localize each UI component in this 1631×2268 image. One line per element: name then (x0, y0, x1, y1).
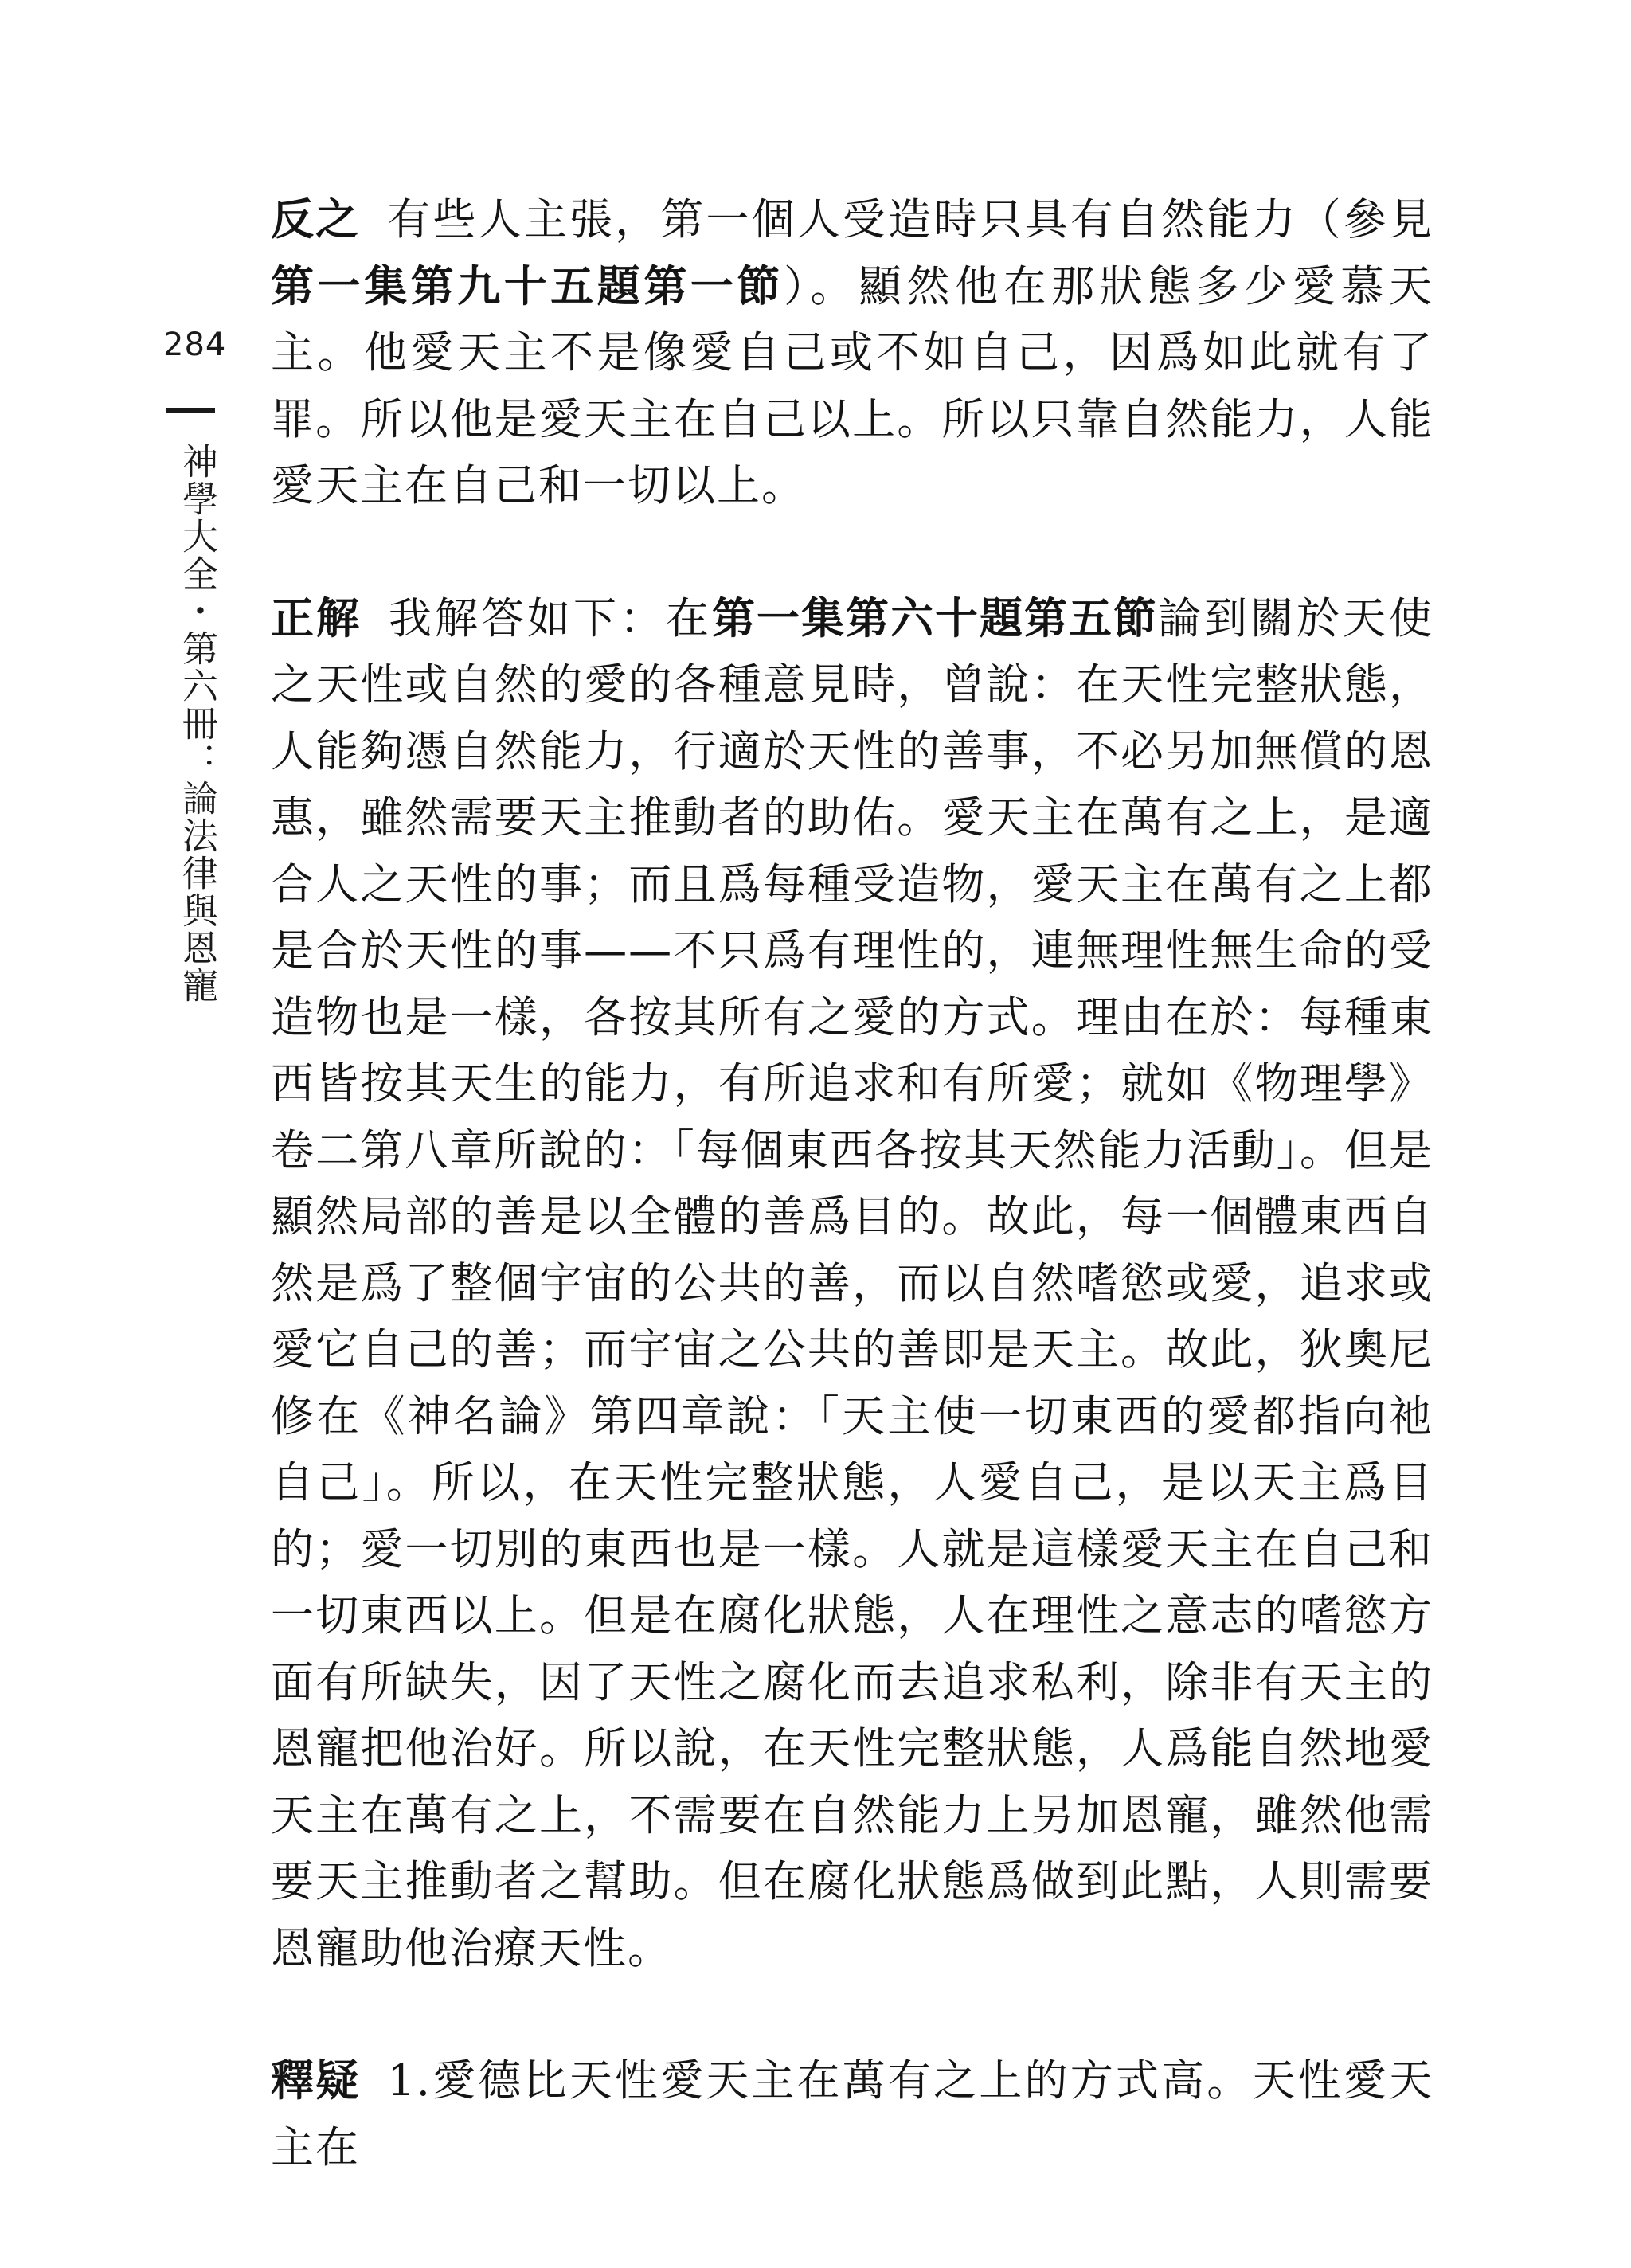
margin-rule (166, 408, 215, 413)
running-title: 神學大全・第六冊：論法律與恩寵 (176, 443, 218, 1004)
paragraph-text: 有些人主張，第一個人受造時只具有自然能力（參見 (387, 194, 1434, 244)
paragraph-text: 1.愛德比天性愛天主在萬有之上的方式高。天性愛天主在 (271, 2055, 1433, 2172)
paragraph-text: ）。顯然他在那狀態多少愛慕天主。他愛天主不是像愛自己或不如自己，因爲如此就有了罪。所以他是愛天主在自己以上。所以只靠自然能力，人能愛天主在自己和一切以上。 (271, 260, 1434, 510)
cross-reference: 第一集第九十五題第一節 (271, 260, 784, 311)
cross-reference: 第一集第六十題第五節 (712, 592, 1158, 643)
paragraph-label: 反之 (271, 194, 361, 244)
paragraph-answer (271, 585, 1433, 1982)
paragraph-objection (271, 186, 1433, 519)
paragraph-label: 釋疑 (271, 2055, 361, 2106)
paragraph-reply (271, 2047, 1433, 2180)
paragraph-text: 論到關於天使之天性或自然的愛的各種意見時，曾說：在天性完整狀態，人能夠憑自然能力，行適於天性的善事，不必另加無償的恩惠，雖然需要天主推動者的助佑。愛天主在萬有之上，是適合人之天性的事；而且爲每種受造物，愛天主在萬有之上都是合於天性的事——不只爲有理性的，連無理性無生命的受造物也是一樣，各按其所有之愛的方式。理由在於：每種東西皆按其天生的能力，有所追求和有所愛；就如《物理學》卷二第八章所說的：「每個東西各按其天然能力活動」。但是顯然局部的善是以全體的善爲目的。故此，每一個體東西自然是爲了整個宇宙的公共的善，而以自然嗜慾或愛，追求或愛它自己的善；而宇宙之公共的善即是天主。故此，狄奧尼修在《神名論》第四章說：「天主使一切東西的愛都指向祂自己」。所以，在天性完整狀態，人愛自己，是以天主爲目的；愛一切別的東西也是一樣。人就是這樣愛天主在自己和一切東西以上。但是在腐化狀態，人在理性之意志的嗜慾方面有所缺失，因了天性之腐化而去追求私利，除非有天主的恩寵把他治好。所以說，在天性完整狀態，人爲能自然地愛天主在萬有之上，不需要在自然能力上另加恩寵，雖然他需要天主推動者之幫助。但在腐化狀態爲做到此點，人則需要恩寵助他治療天性。 (271, 592, 1433, 1973)
paragraph-label: 正解 (271, 592, 362, 643)
main-text (271, 186, 1433, 2180)
paragraph-text: 我解答如下：在 (389, 592, 712, 643)
page-number: 284 (163, 327, 227, 363)
